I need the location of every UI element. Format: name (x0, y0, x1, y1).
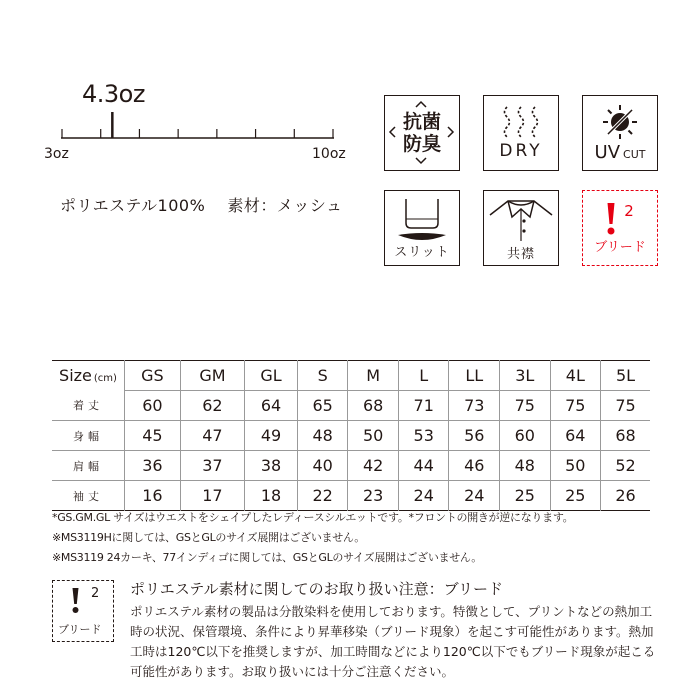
table-cell: 46 (449, 451, 500, 481)
table-cell: 52 (601, 451, 650, 481)
size-col-header: GM (180, 361, 244, 391)
care-body: ポリエステル素材の製品は分散染料を使用しております。特徴として、プリントなどの熱加工時の状況、保管環境、条件により昇華移染（ブリード現象）を起こす可能性があります。熱加工時は120℃以下を推奨しますが、加工時間などにより120℃以下でもブリード現象が起こる可能性があります。お取り扱いには十分ご注意ください。 (130, 604, 656, 679)
table-cell: 26 (601, 481, 650, 511)
table-cell: 60 (125, 391, 181, 421)
table-cell: 49 (245, 421, 298, 451)
size-col-header: LL (449, 361, 500, 391)
bleed-label: ブリード (594, 239, 646, 255)
table-cell: 75 (550, 391, 601, 421)
size-col-header: 4L (550, 361, 601, 391)
collar-label: 共襟 (506, 246, 535, 262)
table-cell: 23 (348, 481, 399, 511)
uvcut-label (595, 142, 646, 163)
care-bleed-number: 2 (91, 586, 100, 601)
weight-scale (60, 105, 335, 145)
size-header-row (52, 361, 650, 391)
slit-hem-icon (392, 197, 452, 241)
polo-collar-icon (488, 195, 554, 243)
size-col-header: S (297, 361, 348, 391)
table-cell: 40 (297, 451, 348, 481)
collar-icon-box (483, 190, 559, 266)
size-label: Size (59, 366, 92, 386)
table-row (52, 421, 650, 451)
size-table (52, 360, 650, 511)
table-cell: 36 (125, 451, 181, 481)
table-cell: 48 (500, 451, 551, 481)
wave-icon (499, 105, 543, 139)
table-row (52, 451, 650, 481)
antibacterial-line1: 抗菌 (402, 111, 441, 133)
slit-icon-box (384, 190, 460, 266)
arrows-icon (385, 96, 458, 169)
table-cell: 44 (398, 451, 449, 481)
table-cell: 68 (601, 421, 650, 451)
scale-max-label: 10oz (312, 146, 346, 162)
row-label: 肩幅 (52, 451, 125, 481)
table-cell: 24 (449, 481, 500, 511)
table-cell: 73 (449, 391, 500, 421)
table-cell: 64 (245, 391, 298, 421)
table-cell: 42 (348, 451, 399, 481)
care-title: ポリエステル素材に関してのお取り扱い注意：ブリード (130, 580, 504, 598)
antibacterial-icon-box (384, 95, 460, 171)
care-exclamation-icon (71, 587, 80, 614)
table-cell: 22 (297, 481, 348, 511)
row-label: 着丈 (52, 391, 125, 421)
size-col-header: GS (125, 361, 181, 391)
material-line (60, 193, 343, 216)
table-cell: 17 (180, 481, 244, 511)
table-cell: 18 (245, 481, 298, 511)
table-cell: 24 (398, 481, 449, 511)
table-cell: 38 (245, 451, 298, 481)
size-col-header: 5L (601, 361, 650, 391)
exclamation-icon (606, 202, 616, 236)
care-bleed-label: ブリード (58, 623, 102, 636)
table-cell: 56 (449, 421, 500, 451)
table-cell: 60 (500, 421, 551, 451)
bleed-icon-box (582, 190, 658, 266)
table-row (52, 481, 650, 511)
size-col-header: M (348, 361, 399, 391)
dry-label: DRY (499, 141, 543, 161)
scale-ticks (62, 129, 333, 138)
table-cell: 62 (180, 391, 244, 421)
table-cell: 75 (601, 391, 650, 421)
size-col-header: L (398, 361, 449, 391)
note-silhouette: *GS.GM.GL サイズはウエストをシェイプしたレディースシルエットです。*フロントの開きが逆になります。 (52, 511, 574, 524)
bleed-number: 2 (624, 201, 634, 220)
table-cell: 65 (297, 391, 348, 421)
row-label: 身幅 (52, 421, 125, 451)
table-cell: 75 (500, 391, 551, 421)
table-cell: 25 (500, 481, 551, 511)
note-ms3119: ※MS3119 24カーキ、77インディゴに関しては、GSとGLのサイズ展開はございません。 (52, 551, 482, 564)
table-cell: 53 (398, 421, 449, 451)
table-cell: 50 (348, 421, 399, 451)
table-cell: 48 (297, 421, 348, 451)
material-fabric: 素材：メッシュ (227, 196, 343, 215)
care-bleed-icon-box (52, 580, 114, 642)
size-header-label (52, 361, 125, 391)
sun-blocked-icon (602, 104, 638, 140)
table-cell: 45 (125, 421, 181, 451)
table-cell: 68 (348, 391, 399, 421)
table-cell: 47 (180, 421, 244, 451)
table-cell: 50 (550, 451, 601, 481)
table-cell: 16 (125, 481, 181, 511)
size-unit: (cm) (93, 373, 117, 385)
bleed-mark-row (606, 202, 634, 236)
uvcut-icon-box (582, 95, 658, 171)
antibacterial-line2: 防臭 (402, 133, 441, 155)
cut-text: CUT (623, 147, 646, 161)
material-fiber: ポリエステル100% (60, 196, 206, 215)
table-cell: 64 (550, 421, 601, 451)
table-cell: 71 (398, 391, 449, 421)
row-label: 袖丈 (52, 481, 125, 511)
weight-value: 4.3oz (82, 80, 145, 108)
slit-label: スリット (394, 244, 450, 260)
table-cell: 37 (180, 451, 244, 481)
table-cell: 25 (550, 481, 601, 511)
table-row (52, 391, 650, 421)
dry-icon-box (483, 95, 559, 171)
uv-text: UV (594, 141, 621, 163)
scale-min-label: 3oz (44, 146, 69, 162)
note-ms3119h: ※MS3119Hに関しては、GSとGLのサイズ展開はございません。 (52, 531, 365, 544)
size-col-header: GL (245, 361, 298, 391)
size-col-header: 3L (500, 361, 551, 391)
